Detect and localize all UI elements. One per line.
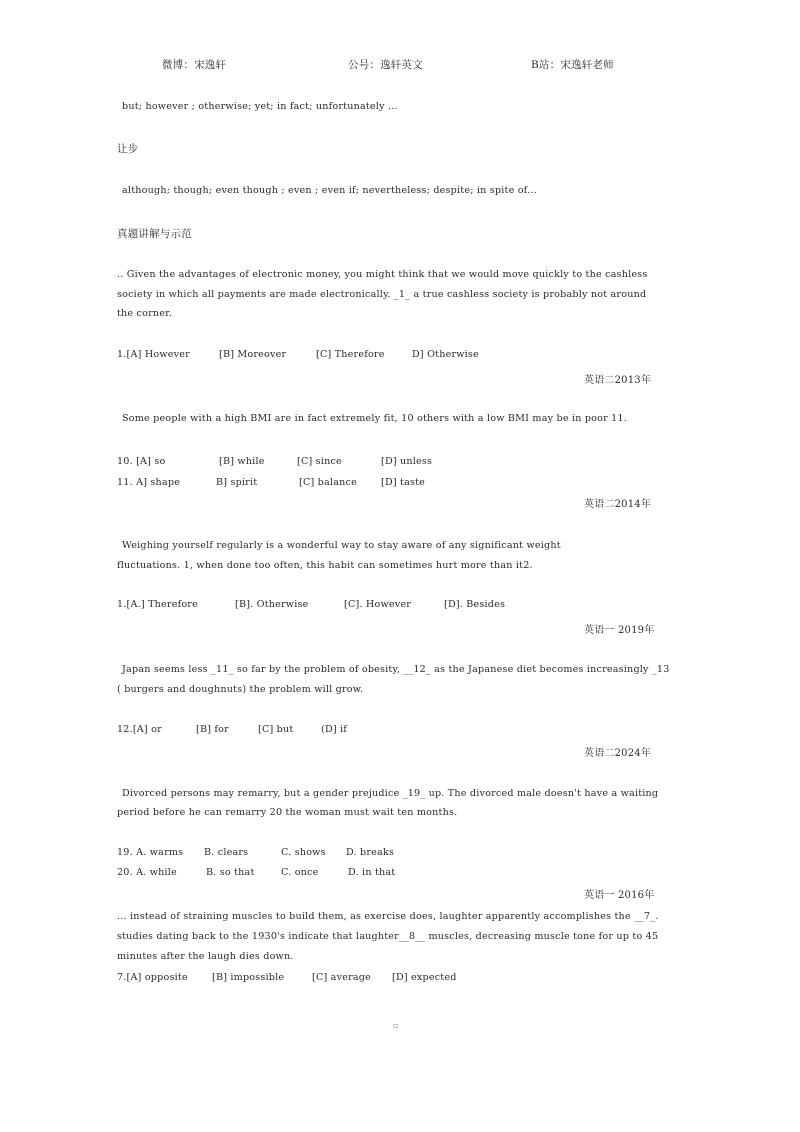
q5-opt20-d: D. in that (348, 867, 396, 878)
q2-source: 英语二2014年 (584, 499, 652, 510)
q2-opt10-c: [C] since (297, 456, 342, 467)
q5-source: 英语一 2016年 (584, 890, 655, 901)
q5-opt20-b: B. so that (206, 867, 255, 878)
q4-option-a: 12.[A] or (117, 724, 162, 735)
contrast-words: but; however ; otherwise; yet; in fact; unfortunately ... (122, 101, 398, 112)
page-mark: ▫ (393, 1021, 399, 1030)
q5-line2: period before he can remarry 20 the woman must wait ten months. (117, 807, 458, 818)
q3-option-a: 1.[A.] Therefore (117, 599, 198, 610)
q1-line2: society in which all payments are made electronically. _1_ a true cashless society is probably not around (117, 289, 647, 300)
concession-title: 让步 (117, 143, 139, 155)
q2-opt11-c: [C] balance (299, 477, 357, 488)
q1-option-a: 1.[A] However (117, 349, 190, 360)
q5-opt20-c: C. once (281, 867, 319, 878)
q3-source: 英语一 2019年 (584, 625, 655, 636)
q6-option-d: [D] expected (392, 972, 457, 983)
header-bzhan: B站：宋逸轩老师 (531, 59, 614, 71)
q6-option-c: [C] average (312, 972, 372, 983)
q4-line1: Japan seems less _11_ so far by the problem of obesity, __12_ as the Japanese diet becomes increasingly _13 (122, 664, 670, 675)
q1-line1: .. Given the advantages of electronic money, you might think that we would move quickly to the cashless (117, 269, 648, 280)
q4-option-b: [B] for (196, 724, 229, 735)
q2-opt11-b: B] spirit (216, 477, 258, 488)
q3-option-b: [B]. Otherwise (235, 599, 309, 610)
q3-line1: Weighing yourself regularly is a wonderful way to stay aware of any significant weight (122, 540, 561, 551)
q4-option-c: [C] but (258, 724, 294, 735)
q5-opt19-c: C. shows (281, 847, 326, 858)
q5-line1: Divorced persons may remarry, but a gender prejudice _19_ up. The divorced male doesn't have a waiting (122, 788, 659, 799)
concession-words: although; though; even though ; even ; even if; nevertheless; despite; in spite of... (122, 185, 537, 196)
q6-option-a: 7.[A] opposite (117, 972, 188, 983)
q1-option-d: D] Otherwise (412, 349, 479, 360)
q4-line2: ( burgers and doughnuts) the problem will grow. (117, 684, 364, 695)
examples-title: 真题讲解与示范 (117, 228, 192, 240)
q2-opt10-d: [D] unless (381, 456, 433, 467)
q6-line2: studies dating back to the 1930's indicate that laughter__8__ muscles, decreasing muscle tone for up to 45 (117, 931, 659, 942)
q2-opt11-d: [D] taste (381, 477, 426, 488)
q1-option-b: [B] Moreover (219, 349, 287, 360)
q6-line1: … instead of straining muscles to build them, as exercise does, laughter apparently accomplishes the __7_. (117, 911, 659, 922)
q2-opt10-b: [B] while (219, 456, 265, 467)
q4-option-d: (D] if (321, 724, 348, 735)
q5-opt19-a: 19. A. warms (117, 847, 184, 858)
q1-line3: the corner. (117, 308, 173, 319)
q4-source: 英语二2024年 (584, 748, 652, 759)
q1-source: 英语二2013年 (584, 375, 652, 386)
q5-opt19-d: D. breaks (346, 847, 395, 858)
q5-opt19-b: B. clears (204, 847, 249, 858)
q5-opt20-a: 20. A. while (117, 867, 177, 878)
q6-line3: minutes after the laugh dies down. (117, 951, 294, 962)
q6-option-b: [B] impossible (212, 972, 285, 983)
q3-option-c: [C]. However (344, 599, 412, 610)
header-weibo: 微博：宋逸轩 (162, 59, 227, 71)
q3-option-d: [D]. Besides (444, 599, 506, 610)
q1-option-c: [C] Therefore (316, 349, 385, 360)
q2-line1: Some people with a high BMI are in fact extremely fit, 10 others with a low BMI may be in poor 11. (122, 413, 628, 424)
q2-opt10-a: 10. [A] so (117, 456, 166, 467)
q2-opt11-a: 11. A] shape (117, 477, 181, 488)
header-gonghao: 公号：逸轩英文 (348, 59, 423, 71)
q3-line2: fluctuations. 1, when done too often, this habit can sometimes hurt more than it2. (117, 560, 533, 571)
